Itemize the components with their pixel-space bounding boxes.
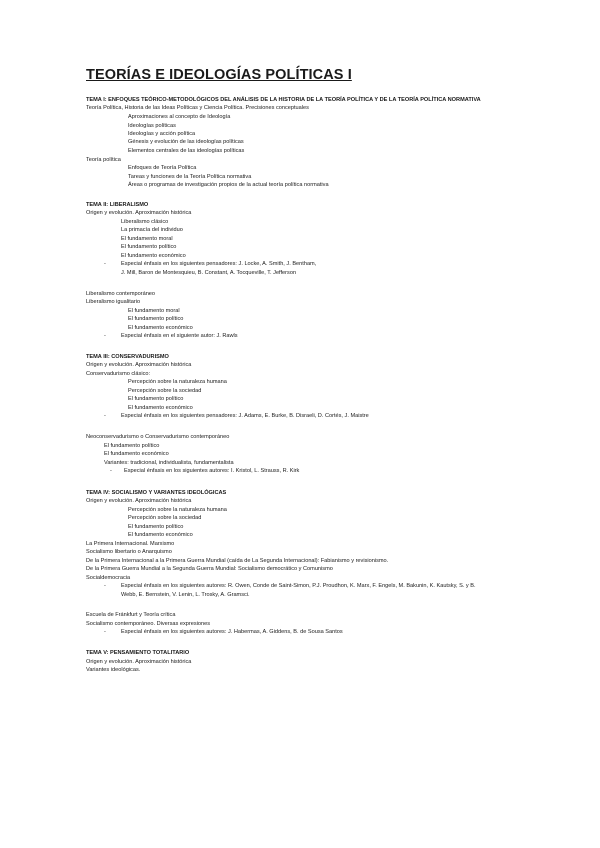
tema4-line: La Primera Internacional. Marxismo xyxy=(86,541,175,547)
tema1-heading: TEMA I: ENFOQUES TEÓRICO-METODOLÓGICOS DEL ANÁLISIS DE LA HISTORIA DE LA TEORÍA POLÍTICA Y DE LA TEORÍA POLÍTICA NORMATIVA xyxy=(86,97,481,103)
tema4-item: Percepción sobre la naturaleza humana xyxy=(128,507,227,513)
tema2-item: El fundamento político xyxy=(128,316,184,322)
tema2-item: El fundamento político xyxy=(121,244,177,250)
tema4-item: Percepción sobre la sociedad xyxy=(128,515,202,521)
tema1-item: Áreas o programas de investigación propios de la actual teoría política normativa xyxy=(128,182,329,188)
tema1-item: Elementos centrales de las ideologías políticas xyxy=(128,148,245,154)
tema3-bullet2: Especial énfasis en los siguientes autores: I. Kristol, L. Strauss, R. Kirk xyxy=(124,468,300,474)
tema3-line3: Neoconservadurismo o Conservadurismo contemporáneo xyxy=(86,434,230,440)
tema3-item: Percepción sobre la sociedad xyxy=(128,388,202,394)
tema1-item: Ideologías políticas xyxy=(128,123,176,129)
tema1-item: Ideologías y acción política xyxy=(128,131,196,137)
tema4-line: De la Primera Internacional a la Primera Guerra Mundial (caída de La Segunda Internacional): Fabianismo y revisionismo. xyxy=(86,558,389,564)
tema2-item: El fundamento económico xyxy=(128,325,193,331)
tema2-item: El fundamento económico xyxy=(121,253,186,259)
tema2-bullet2: Especial énfasis en el siguiente autor: J. Rawls xyxy=(121,333,238,339)
tema3-line1: Origen y evolución. Aproximación histórica xyxy=(86,362,192,368)
tema3-bullet1: Especial énfasis en los siguientes pensadores: J. Adams, E. Burke, B. Disraeli, D. Cortés, J. Maistre xyxy=(121,413,369,419)
bullet-dash: - xyxy=(104,333,106,339)
tema2-item: La primacía del individuo xyxy=(121,227,183,233)
tema4-bullet1-cont: Webb, E. Bernstein, V. Lenin, L. Trosky, A. Gramsci. xyxy=(121,592,250,598)
tema4-line: De la Primera Guerra Mundial a la Segunda Guerra Mundial: Socialismo democrático y Comunismo xyxy=(86,566,333,572)
tema4-line: Socialdemocracia xyxy=(86,575,131,581)
tema3-heading: TEMA III: CONSERVADURISMO xyxy=(86,354,169,360)
page-title: TEORÍAS E IDEOLOGÍAS POLÍTICAS I xyxy=(86,67,352,83)
tema4-line1: Origen y evolución. Aproximación histórica xyxy=(86,498,192,504)
tema2-bullet1-cont: J. Mill, Baron de Montesquieu, B. Constant, A. Tocqueville, T. Jefferson xyxy=(121,270,297,276)
tema4-heading: TEMA IV: SOCIALISMO Y VARIANTES IDEOLÓGICAS xyxy=(86,490,227,496)
tema2-item: Liberalismo clásico xyxy=(121,219,169,225)
tema1-line1: Teoría Política, Historia de las Ideas Políticas y Ciencia Política. Precisiones conceptuales xyxy=(86,105,309,111)
tema5-heading: TEMA V: PENSAMIENTO TOTALITARIO xyxy=(86,650,190,656)
tema4-line: Socialismo libertario o Anarquismo xyxy=(86,549,172,555)
tema2-item: El fundamento moral xyxy=(128,308,180,314)
tema4-line3: Socialismo contemporáneo. Diversas expresiones xyxy=(86,621,211,627)
tema2-bullet1: Especial énfasis en los siguientes pensadores: J. Locke, A. Smith, J. Bentham, xyxy=(121,261,317,267)
bullet-dash: - xyxy=(104,583,106,589)
tema4-item: El fundamento político xyxy=(128,524,184,530)
tema1-item: Génesis y evolución de las ideologías políticas xyxy=(128,139,244,145)
tema3-item: Variantes: tradicional, individualista, fundamentalista xyxy=(104,460,234,466)
tema1-item: Aproximaciones al concepto de Ideología xyxy=(128,114,231,120)
tema4-line2: Escuela de Fránkfurt y Teoría crítica xyxy=(86,612,176,618)
tema3-item: El fundamento político xyxy=(104,443,160,449)
tema2-item: El fundamento moral xyxy=(121,236,173,242)
bullet-dash: - xyxy=(104,261,106,267)
tema3-item: El fundamento económico xyxy=(104,451,169,457)
tema3-item: Percepción sobre la naturaleza humana xyxy=(128,379,227,385)
bullet-dash: - xyxy=(110,468,112,474)
bullet-dash: - xyxy=(104,629,106,635)
bullet-dash: - xyxy=(104,413,106,419)
tema3-item: El fundamento político xyxy=(128,396,184,402)
tema5-line1: Origen y evolución. Aproximación histórica xyxy=(86,659,192,665)
tema2-line1: Origen y evolución. Aproximación histórica xyxy=(86,210,192,216)
tema4-bullet2: Especial énfasis en los siguientes autores: J. Habermas, A. Giddens, B. de Sousa Santos xyxy=(121,629,343,635)
tema3-item: El fundamento económico xyxy=(128,405,193,411)
tema4-bullet1: Especial énfasis en los siguientes autores: R. Owen, Conde de Saint-Simon, P.J. Proudhon, K. Marx, F. Engels, M. Bakunin, K. Kautsky, S. y B. xyxy=(121,583,476,589)
tema1-line2: Teoría política xyxy=(86,157,121,163)
tema2-line2: Liberalismo contemporáneo xyxy=(86,291,156,297)
tema1-item: Tareas y funciones de la Teoría Política normativa xyxy=(128,174,252,180)
tema4-item: El fundamento económico xyxy=(128,532,193,538)
tema5-line2: Variantes ideológicas. xyxy=(86,667,141,673)
tema2-line3: Liberalismo igualitario xyxy=(86,299,141,305)
tema1-item: Enfoques de Teoría Política xyxy=(128,165,197,171)
tema2-heading: TEMA II: LIBERALISMO xyxy=(86,202,149,208)
tema3-line2: Conservadurismo clásico: xyxy=(86,371,151,377)
